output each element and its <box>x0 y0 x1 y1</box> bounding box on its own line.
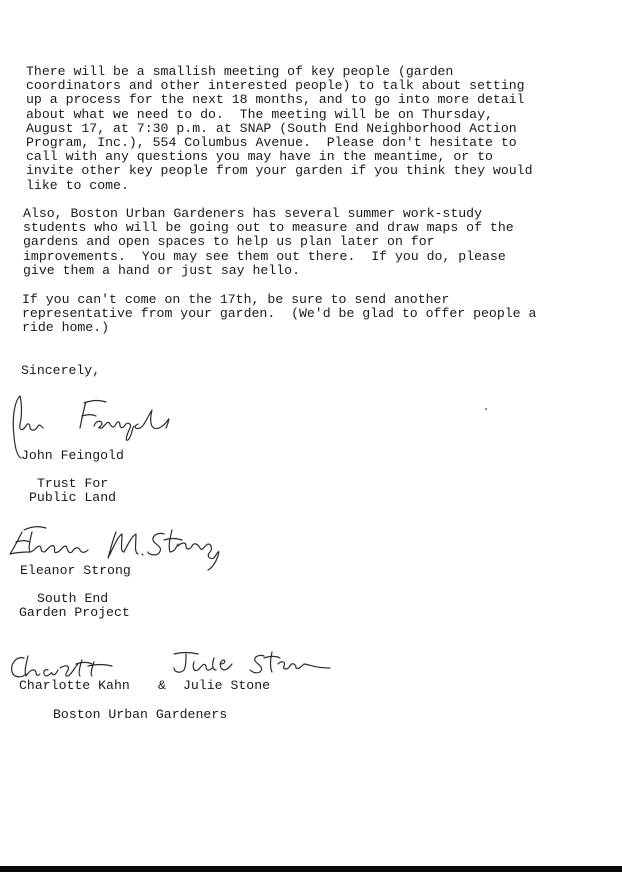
signatory-name-charlotte-kahn: Charlotte Kahn <box>19 678 130 693</box>
signatory-org-line2-garden-project: Garden Project <box>19 605 130 620</box>
letter-paragraph-meeting: There will be a smallish meeting of key people (garden coordinators and other interested people) to talk about setting up a process for the next 18 months, and to go into more detail about what we need to do. The meeting will be on Thursday, August 17, at 7:30 p.m. at SNAP (South End Neighborhood Action Program, Inc.), 554 Columbus Avenue. Please don't hesitate to call with any questions you may have in the meantime, or to invite other key people from your garden if you think they would like to come. <box>26 64 533 193</box>
scan-bottom-edge <box>0 866 622 872</box>
signature-julie-stone <box>168 648 336 680</box>
signatory-org-line1-south-end: South End <box>37 591 109 606</box>
signatory-name-john-feingold: John Feingold <box>21 448 124 463</box>
signatory-org-line1-trust-for: Trust For <box>37 476 109 491</box>
signatory-name-julie-stone: Julie Stone <box>183 678 271 693</box>
ampersand: & <box>158 678 166 693</box>
letter-paragraph-work-study: Also, Boston Urban Gardeners has several summer work-study students who will be going out to measure and draw maps of the gardens and open spaces to help us plan later on for improvements. You may see them out there. If you do, please give them a hand or just say hello. <box>23 206 514 278</box>
signatory-org-boston-urban-gardeners: Boston Urban Gardeners <box>53 707 228 722</box>
signatory-org-line2-public-land: Public Land <box>29 490 117 505</box>
scan-speck <box>485 408 487 410</box>
signatory-name-eleanor-strong: Eleanor Strong <box>20 563 131 578</box>
letter-paragraph-representative: If you can't come on the 17th, be sure to send another representative from your garden. (We'd be glad to offer people a ride home.) <box>22 292 537 336</box>
closing: Sincerely, <box>21 363 101 378</box>
